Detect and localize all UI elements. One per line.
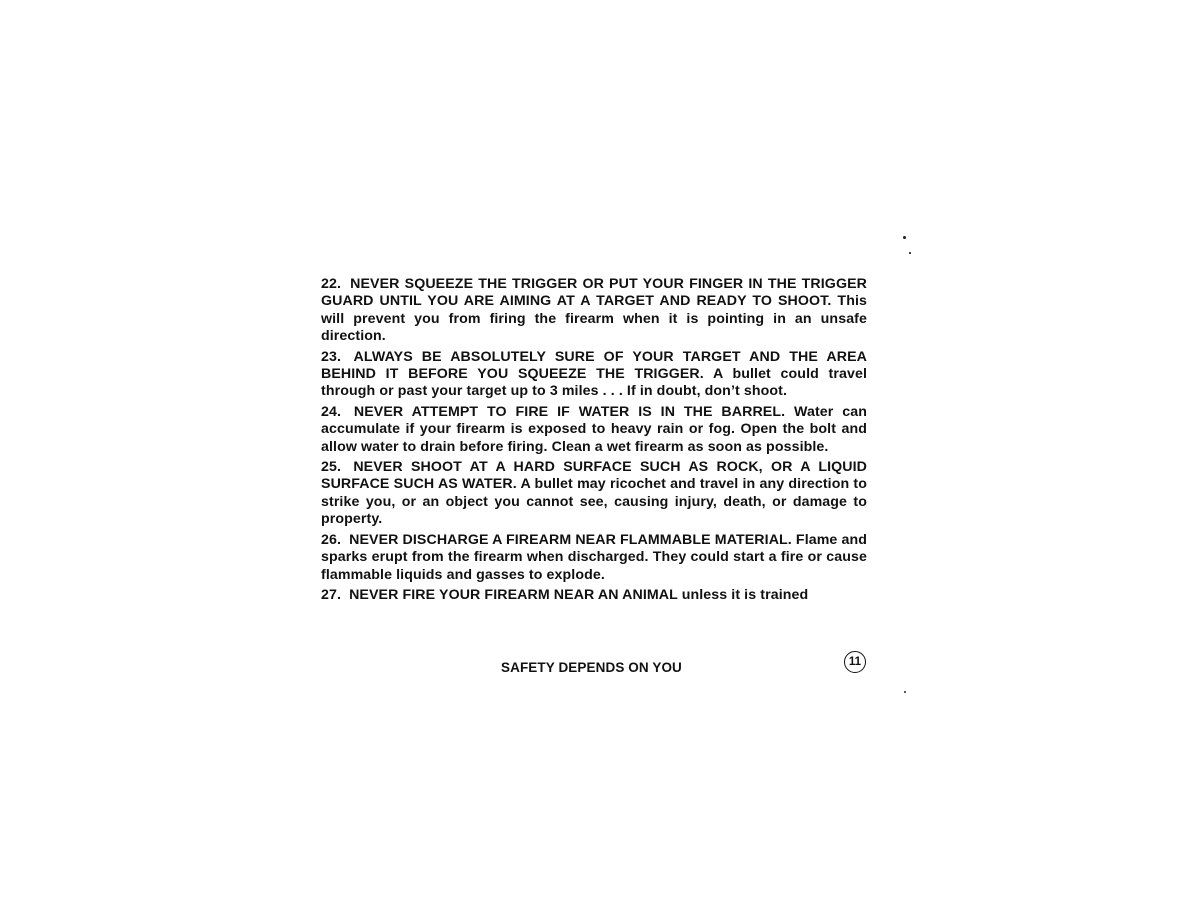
rule-26	[321, 532, 867, 584]
rule-24	[321, 404, 867, 456]
safety-rules-text	[321, 276, 867, 607]
rule-number: 23.	[321, 348, 342, 365]
rule-body: Flame and sparks erupt from the firearm when discharged. They could start a fire or cause flammable liquids and gasses to explode.	[321, 531, 868, 583]
scan-speck	[909, 252, 911, 254]
rule-22	[321, 276, 867, 346]
rule-number: 26.	[321, 531, 342, 548]
rule-body: unless it is trained	[681, 586, 809, 603]
rule-number: 22.	[321, 276, 342, 292]
rule-25	[321, 459, 867, 529]
scan-speck	[904, 691, 906, 693]
rule-heading: NEVER FIRE YOUR FIREARM NEAR AN ANIMAL	[349, 586, 678, 603]
rule-23	[321, 349, 867, 401]
rule-heading: NEVER ATTEMPT TO FIRE IF WATER IS IN THE BARREL.	[353, 403, 786, 420]
page-footer	[321, 650, 867, 680]
rule-body: A bullet could travel through or past your target up to 3 miles . . . If in doubt, don’t shoot.	[321, 366, 867, 400]
rule-number: 27.	[321, 586, 342, 603]
rule-body: This will prevent you from firing the firearm when it is pointing in an unsafe direction.	[321, 293, 867, 345]
page-number-badge: 11	[844, 651, 866, 673]
rule-number: 24.	[321, 403, 342, 420]
rule-27	[321, 587, 867, 604]
footer-title: SAFETY DEPENDS ON YOU	[501, 660, 682, 675]
rule-body: Water can accumulate if your firearm is exposed to heavy rain or fog. Open the bolt and allow water to drain before firing. Clean a wet firearm as soon as possible.	[321, 403, 867, 455]
rule-body: A bullet may ricochet and travel in any direction to strike you, or an object you cannot see, causing injury, death, or damage to property.	[321, 476, 868, 528]
rule-heading: NEVER DISCHARGE A FIREARM NEAR FLAMMABLE MATERIAL.	[349, 531, 792, 548]
scan-speck	[903, 236, 906, 239]
rule-number: 25.	[321, 459, 342, 476]
rule-heading: NEVER SQUEEZE THE TRIGGER OR PUT YOUR FINGER IN THE TRIGGER GUARD UNTIL YOU ARE AIMING AT A TARGET AND READY TO SHOOT.	[321, 276, 867, 310]
rule-heading: NEVER SHOOT AT A HARD SURFACE SUCH AS ROCK, OR A LIQUID SURFACE SUCH AS WATER.	[321, 459, 867, 493]
rule-heading: ALWAYS BE ABSOLUTELY SURE OF YOUR TARGET AND THE AREA BEHIND IT BEFORE YOU SQUEEZE THE TRIGGER.	[321, 348, 868, 383]
